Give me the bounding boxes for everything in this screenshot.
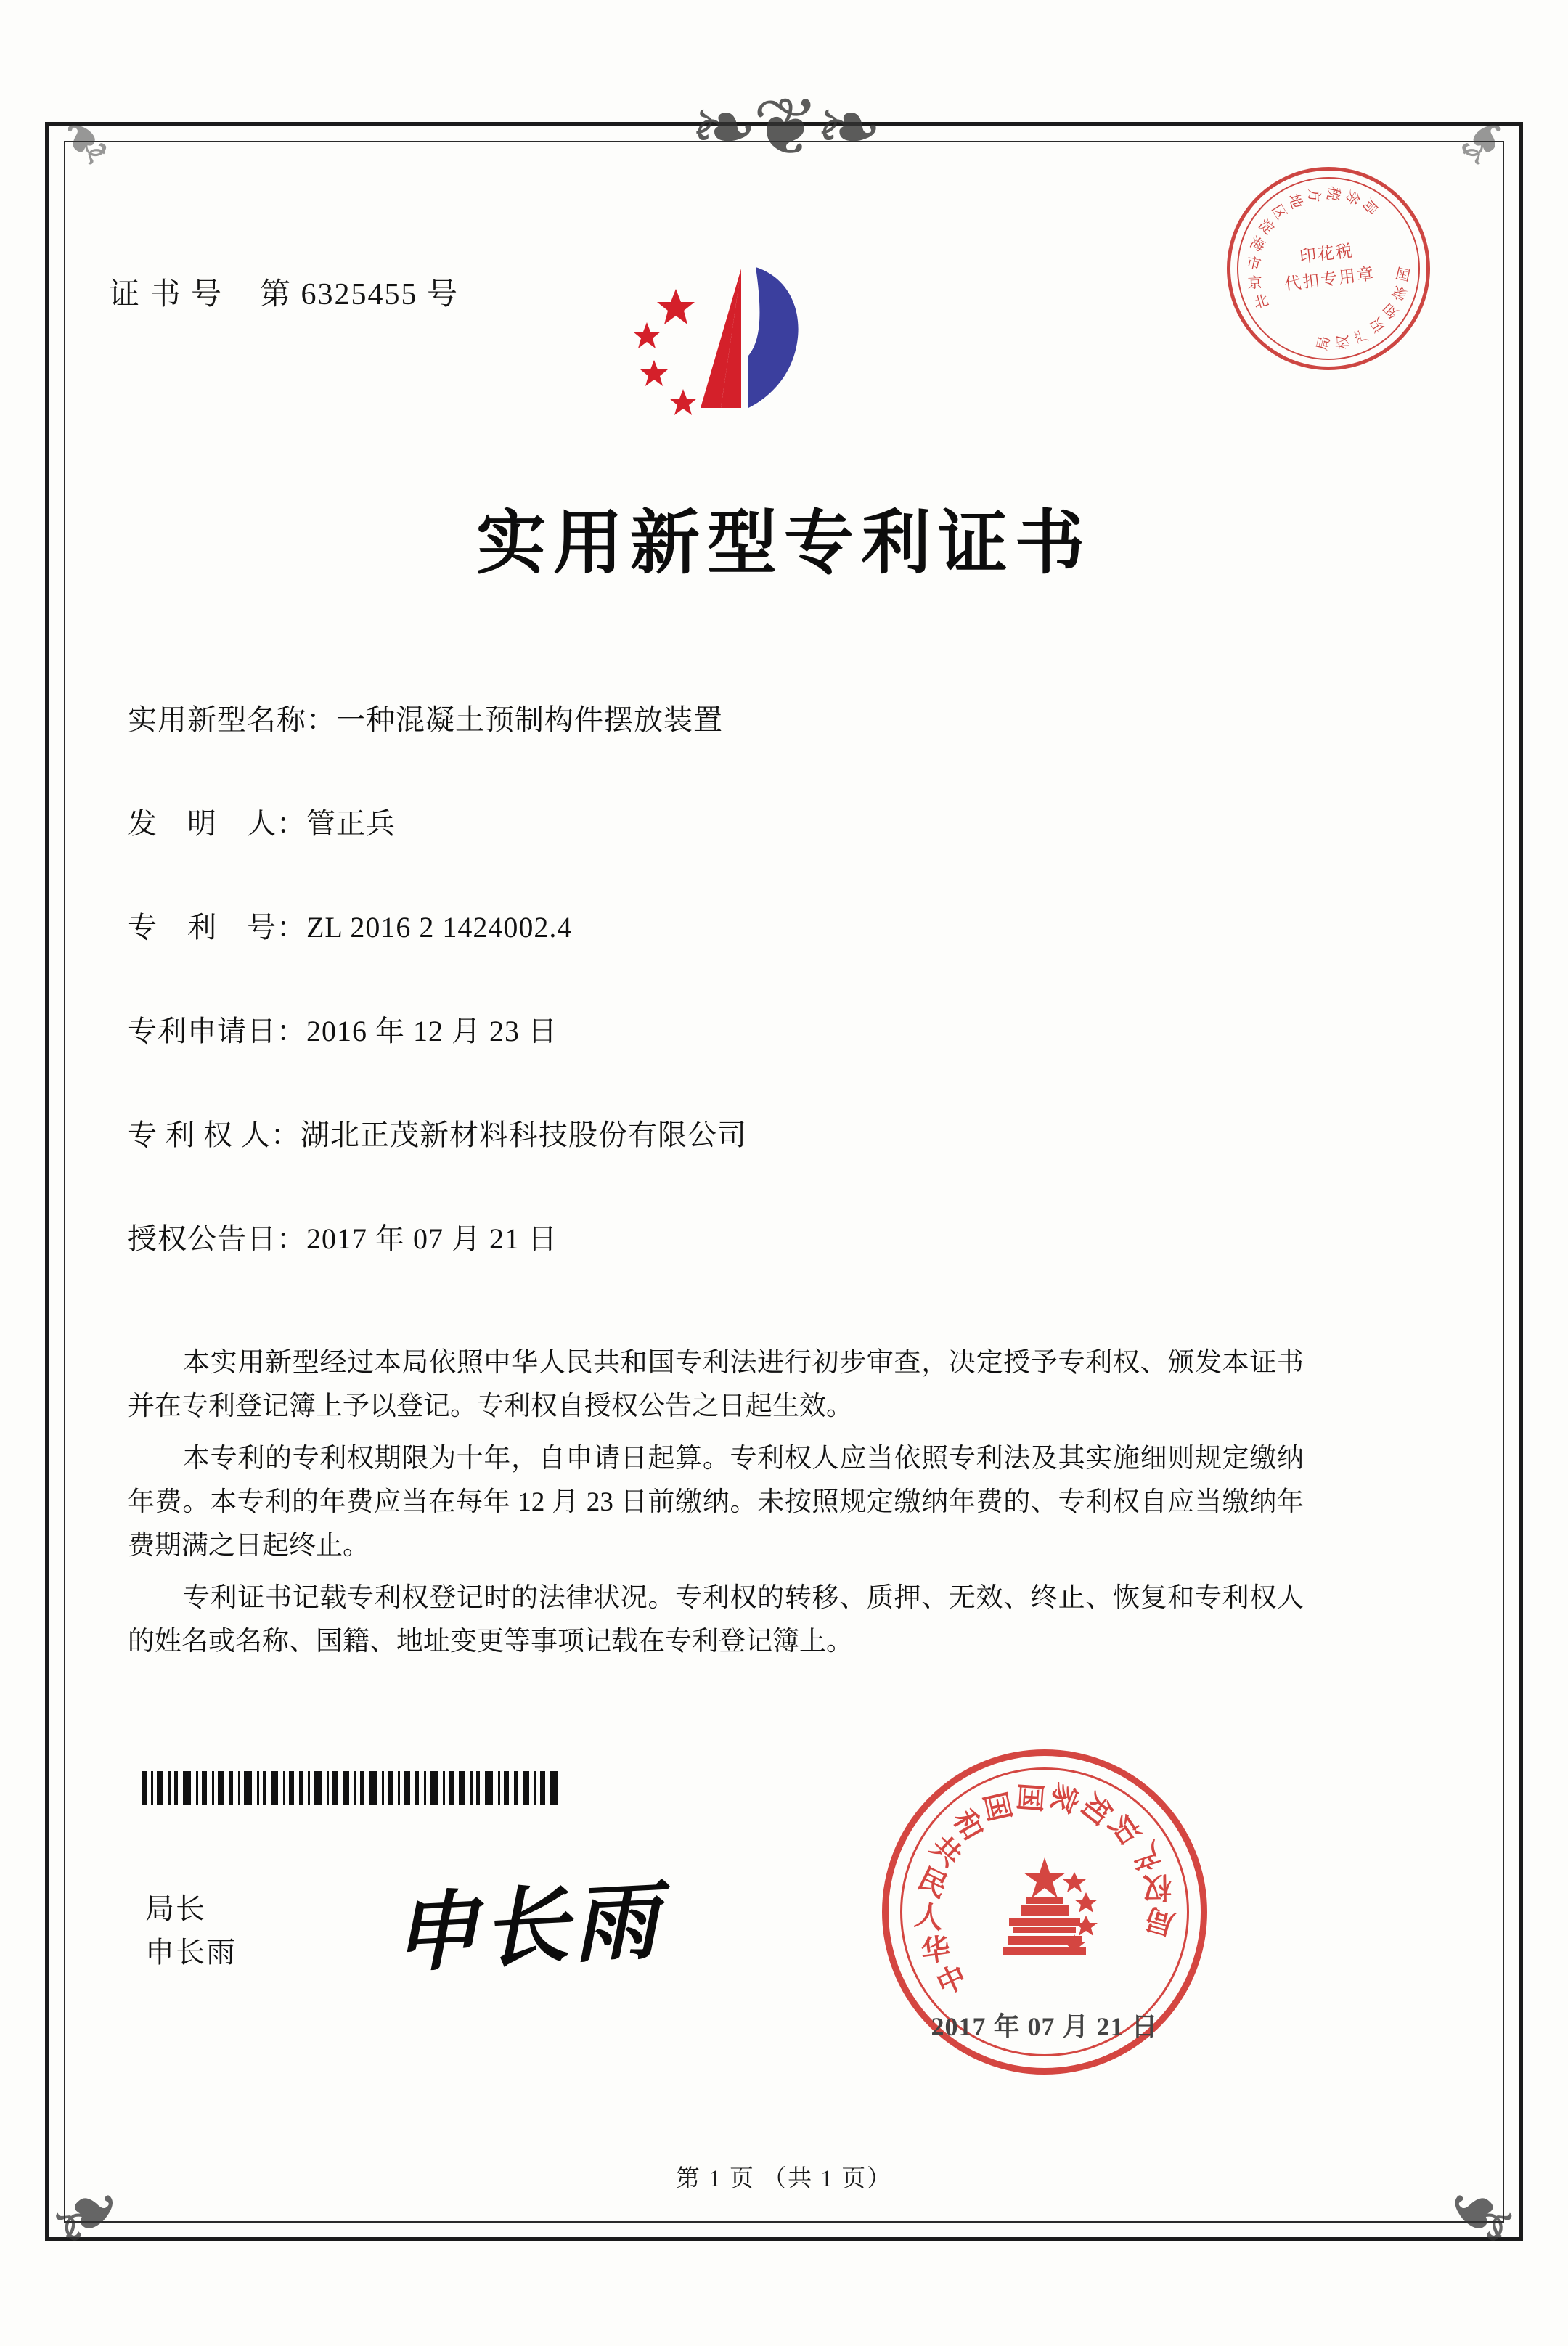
field-value: 2016 年 12 月 23 日 xyxy=(306,1015,558,1047)
field-patentee xyxy=(128,1112,1362,1153)
field-value: 2017 年 07 月 21 日 xyxy=(306,1222,558,1255)
field-label: 专 利 号： xyxy=(128,911,306,944)
body-paragraph-2: 本专利的专利权期限为十年，自申请日起算。专利权人应当依照专利法及其实施细则规定缴纳年费。本专利的年费应当在每年 12 月 23 日前缴纳。未按照规定缴纳年费的、专利权自应当缴纳年费期满之日起终止。 xyxy=(128,1443,1304,1561)
tax-stamp xyxy=(1215,155,1442,382)
field-value: 一种混凝土预制构件摆放装置 xyxy=(336,703,723,736)
field-label: 发 明 人： xyxy=(128,807,306,840)
field-value: 湖北正茂新材料科技股份有限公司 xyxy=(301,1119,747,1151)
body-paragraph-1: 本实用新型经过本局依照中华人民共和国专利法进行初步审查，决定授予专利权、颁发本证书并在专利登记簿上予以登记。专利权自授权公告之日起生效。 xyxy=(128,1348,1304,1421)
field-value: 管正兵 xyxy=(306,807,396,840)
tax-stamp-ring-text: 北 京 市 海 淀 区 地 方 税 务 局 国 家 知 识 产 权 局 xyxy=(1244,184,1413,353)
field-label: 专 利 权 人： xyxy=(128,1119,301,1151)
ornament-top-icon: ❧❦❧ xyxy=(690,81,878,173)
ornament-top-right-icon: ❧ xyxy=(1437,94,1529,189)
body-paragraph-3: 专利证书记载专利权登记时的法律状况。专利权的转移、质押、无效、终止、恢复和专利权人的姓名或名称、国籍、地址变更等事项记载在专利登记簿上。 xyxy=(128,1582,1304,1656)
director-title-label: 局长 xyxy=(145,1892,206,1925)
certificate-number xyxy=(109,270,459,314)
tax-stamp-line2: 代扣专用章 xyxy=(1283,263,1376,293)
field-value: ZL 2016 2 1424002.4 xyxy=(306,911,573,944)
field-grant-announcement-date xyxy=(128,1216,1362,1257)
director-handwritten-signature: 申长雨 xyxy=(390,1869,665,1985)
national-seal xyxy=(882,1749,1207,2075)
field-label: 专利申请日： xyxy=(128,1015,306,1047)
barcode xyxy=(142,1771,563,1805)
certificate-number-label: 证 书 号 xyxy=(109,278,224,311)
national-seal-ring-text: 中 华 人 民 共 和 国 国 家 知 识 产 权 局 xyxy=(912,1778,1179,2003)
national-emblem-icon xyxy=(976,1843,1114,1981)
body-text xyxy=(128,1341,1304,1672)
ornament-bottom-left-icon: ❧ xyxy=(27,2152,147,2278)
ornament-bottom-right-icon: ❧ xyxy=(1421,2152,1541,2278)
tax-stamp-line1: 印花税 xyxy=(1298,241,1355,266)
field-patent-number xyxy=(128,904,1362,946)
cnipa-logo xyxy=(613,247,853,428)
field-label: 授权公告日： xyxy=(128,1222,306,1255)
field-label: 实用新型名称： xyxy=(128,703,336,736)
signature-block xyxy=(145,1887,237,1974)
ornament-top-left-icon: ❧ xyxy=(39,94,131,189)
field-inventor xyxy=(128,801,1362,842)
field-application-date xyxy=(128,1008,1362,1050)
field-utility-model-name xyxy=(128,697,1362,738)
seal-date: 2017 年 07 月 21 日 xyxy=(931,2012,1159,2041)
certificate-number-value: 第 6325455 号 xyxy=(260,278,460,311)
field-list xyxy=(128,697,1362,1320)
page-title: 实用新型专利证书 xyxy=(476,502,1092,584)
director-name-label: 申长雨 xyxy=(145,1936,237,1969)
page-footer: 第 1 页 （共 1 页） xyxy=(675,2166,893,2192)
